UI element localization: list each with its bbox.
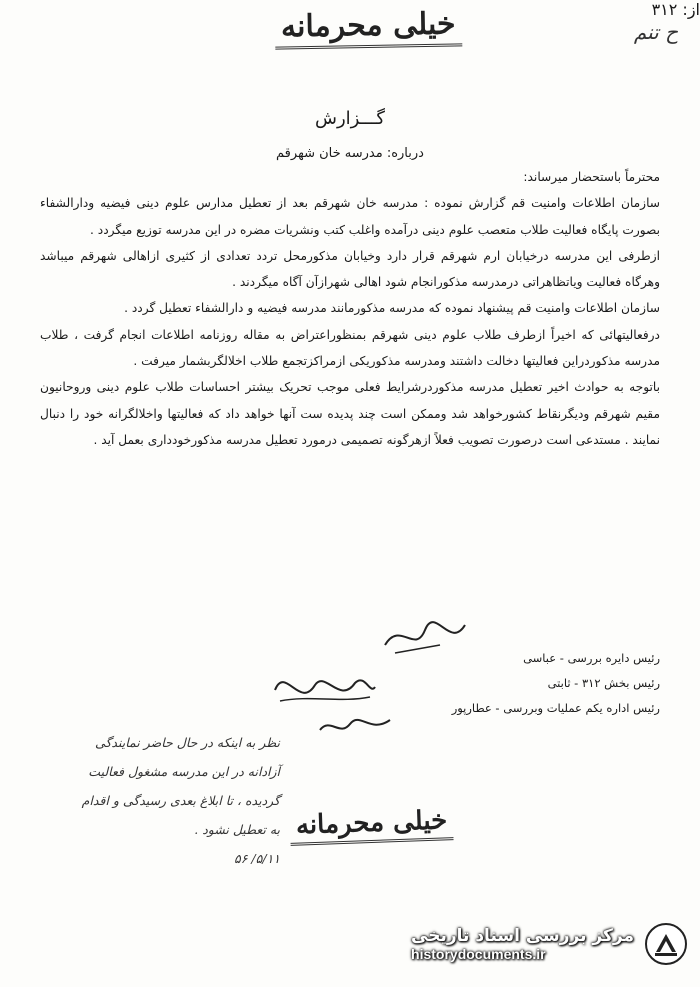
handwritten-signature-icon: [315, 712, 395, 742]
signature-line: رئیس دایره بررسی - عباسی: [523, 651, 660, 665]
margin-note-date: ۵/۱۱/ ۵۶: [234, 851, 280, 866]
paragraph: باتوجه به حوادث اخیر تعطیل مدرسه مذکوردرشرایط فعلی موجب تحریک بیشتر احساسات طلاب علوم دینی وروحانیون مقیم شهرقم ودیگرنقاط کشورخواهد شد وممکن است چند پدیده ست آنها خواهد داد که فعالیتها واخلالگرانه خود را دنبال نمایند . مستدعی است درصورت تصویب فعلاً ازهرگونه تصمیمی درمورد تعطیل مدرسه مذکورخودداری بعمل آید .: [40, 380, 660, 447]
classification-stamp-bottom: خیلی محرمانه: [289, 805, 453, 846]
handwritten-signature-icon: [380, 615, 470, 660]
archive-logo-icon: [644, 922, 688, 966]
signature-line: رئیس بخش ۳۱۲ - ثابتی: [547, 676, 660, 690]
archive-watermark: [411, 922, 688, 966]
margin-note-line: آزادانه در این مدرسه مشغول فعالیت: [88, 764, 280, 779]
archive-name: مرکز بررسی اسناد تاریخی: [411, 926, 634, 946]
handwritten-margin-note: [45, 728, 280, 873]
paragraph: درفعالیتهائی که اخیراً ازطرف طلاب علوم دینی شهرقم بمنظوراعتراض به مقاله روزنامه اطلاعات انجام گرفت ، طلاب مدرسه مذکوردراین فعالیتها دخالت داشتند ومدرسه مذکوریکی ازمراکزتجمع طلاب اخلالگربشمار میرفت .: [40, 327, 660, 369]
archive-url: historydocuments.ir: [411, 946, 546, 962]
margin-note-line: به تعطیل نشود .: [194, 822, 280, 837]
report-body: [40, 164, 660, 453]
signature-line: رئیس اداره یکم عملیات وبررسی - عطارپور: [451, 701, 660, 715]
handwritten-corner-note: ح تنم: [633, 20, 678, 44]
paragraph: سازمان اطلاعات وامنیت قم پیشنهاد نموده که مدرسه مذکورمانند مدرسه فیضیه و دارالشفاء تعطیل گردد .: [124, 301, 660, 316]
paragraph: ازطرفی این مدرسه درخیابان ارم شهرقم قرار دارد وخیابان مذکورمحل تردد تعدادی از کثیری ازاهالی شهرقم میباشد وهرگاه فعالیت ویاتظاهراتی درمدرسه مذکورانجام شود اهالی شهرازآن آگاه میگردند .: [40, 248, 660, 290]
classification-stamp-top: خیلی محرمانه: [275, 6, 462, 49]
report-title: گـــزارش: [315, 108, 385, 129]
handwritten-signature-icon: [270, 665, 380, 710]
reference-number: از: ۳۱۲: [651, 0, 700, 19]
margin-note-line: گردیده ، تا ابلاغ بعدی رسیدگی و اقدام: [81, 793, 280, 808]
greeting: محترماً باستحضار میرساند:: [523, 170, 660, 184]
paragraph: سازمان اطلاعات وامنیت قم گزارش نموده : مدرسه خان شهرقم بعد از تعطیل مدارس علوم دینی فیضیه ودارالشفاء بصورت پایگاه فعالیت طلاب متعصب علوم دینی درآمده واغلب کتب ونشریات مضره در این مدرسه توزیع میگردد .: [40, 196, 660, 237]
report-subject: درباره: مدرسه خان شهرقم: [276, 146, 424, 161]
margin-note-line: نظر به اینکه در حال حاضر نمایندگی: [95, 735, 280, 750]
